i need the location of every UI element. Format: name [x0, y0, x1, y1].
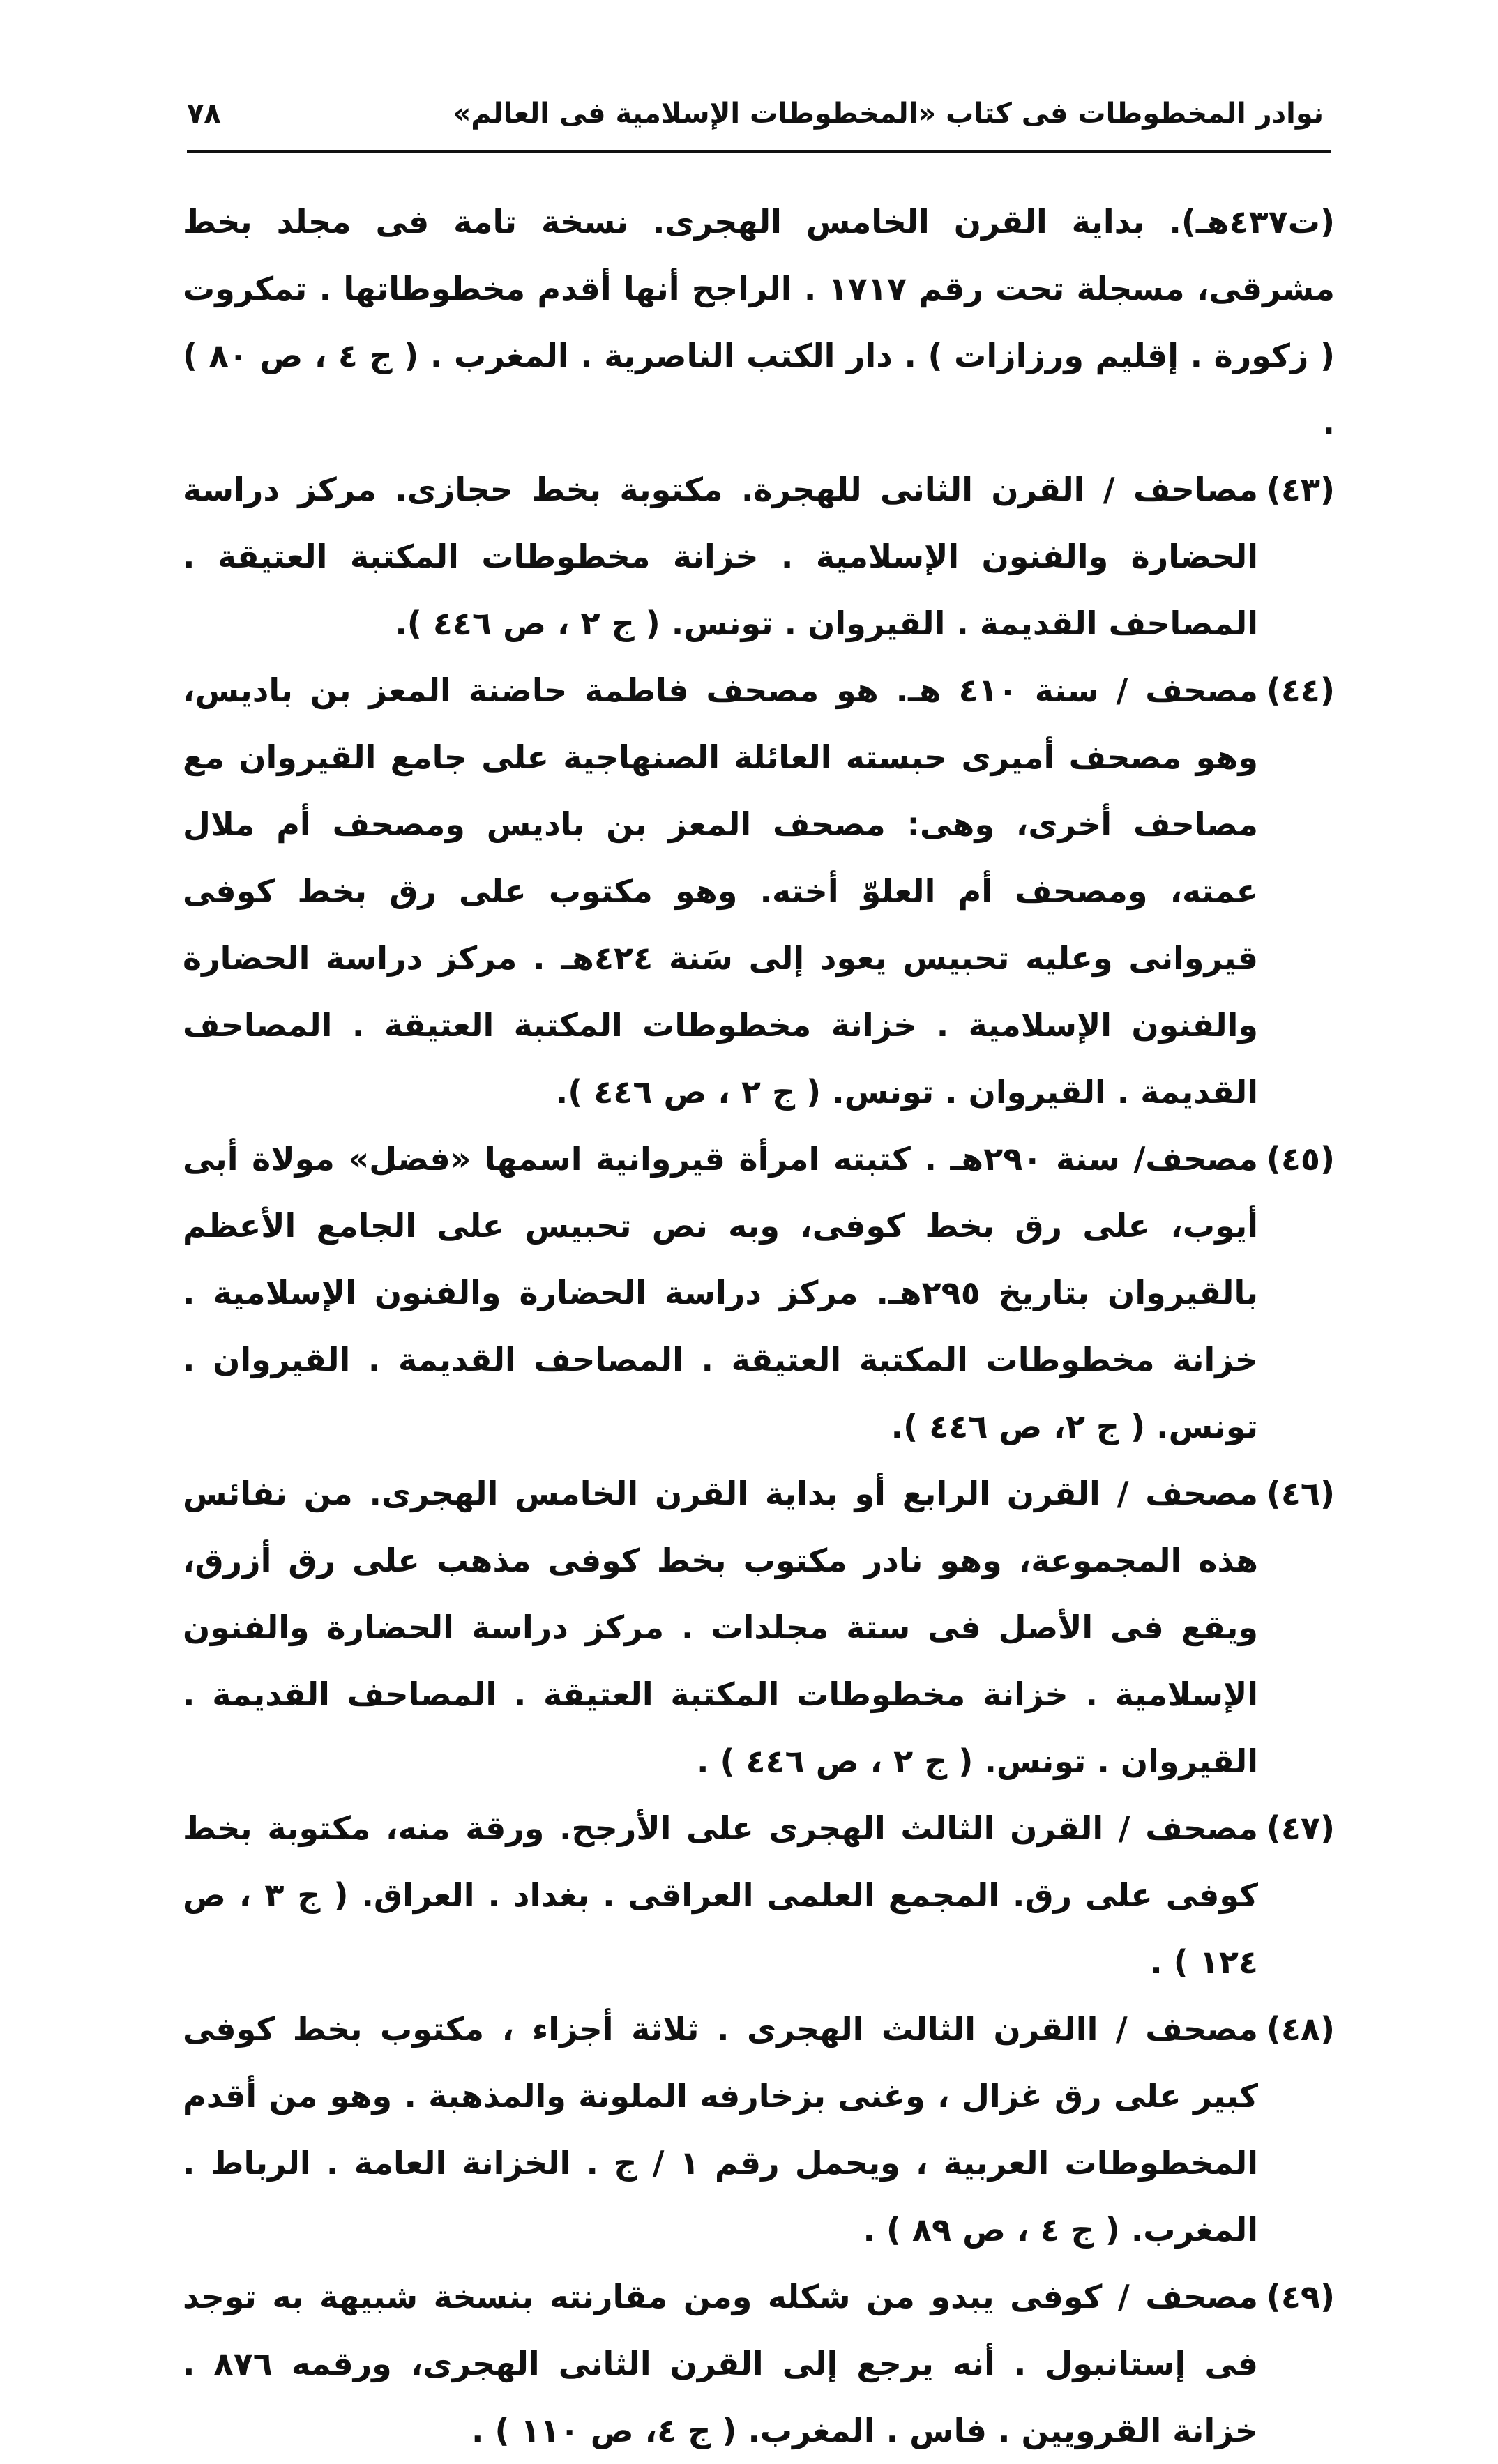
entry-48 — [183, 1995, 1335, 2263]
entry-text: مصاحف / القرن الثانى للهجرة. مكتوبة بخط حجازى. مركز دراسة الحضارة والفنون الإسلامية . خزانة مخطوطات المكتبة العتيقة . المصاحف القديمة . القيروان . تونس. ( ج ٢ ، ص ٤٤٦ ). — [183, 471, 1258, 642]
entry-46 — [183, 1460, 1335, 1795]
entry-text: مصحف / القرن الرابع أو بداية القرن الخامس الهجرى. من نفائس هذه المجموعة، وهو نادر مكتوب بخط كوفى مذهب على رق أزرق، ويقع فى الأصل فى ستة مجلدات . مركز دراسة الحضارة والفنون الإسلامية . خزانة مخطوطات المكتبة العتيقة . المصاحف القديمة . القيروان . تونس. ( ج ٢ ، ص ٤٤٦ ) . — [183, 1475, 1258, 1780]
entry-text: مصحف / سنة ٤١٠ هـ. هو مصحف فاطمة حاضنة المعز بن باديس، وهو مصحف أميرى حبسته العائلة الصنهاجية على جامع القيروان مع مصاحف أخرى، وهى: مصحف المعز بن باديس ومصحف أم ملال عمته، ومصحف أم العلوّ أخته. وهو مكتوب على رق بخط كوفى قيروانى وعليه تحبيس يعود إلى سَنة ٤٢٤هـ . مركز دراسة الحضارة والفنون الإسلامية . خزانة مخطوطات المكتبة العتيقة . المصاحف القديمة . القيروان . تونس. ( ج ٢ ، ص ٤٤٦ ). — [183, 671, 1259, 1111]
entry-number: (٤٣) — [1266, 471, 1335, 508]
entry-45 — [183, 1125, 1335, 1460]
running-title: نوادر المخطوطات فى كتاب «المخطوطات الإسلامية فى العالم» — [453, 98, 1324, 130]
entry-text: مصحف/ سنة ٢٩٠هـ . كتبته امرأة قيروانية اسمها «فضل» مولاة أبى أيوب، على رق بخط كوفى، وبه نص تحبيس على الجامع الأعظم بالقيروان بتاريخ ٢٩٥هـ. مركز دراسة الحضارة والفنون الإسلامية . خزانة مخطوطات المكتبة العتيقة . المصاحف القديمة . القيروان . تونس. ( ج ٢، ص ٤٤٦ ). — [183, 1140, 1258, 1445]
entry-number: (٤٩) — [1266, 2278, 1335, 2315]
entry-text: مصحف / القرن الثالث الهجرى على الأرجح. ورقة منه، مكتوبة بخط كوفى على رق. المجمع العلمى العراقى . بغداد . العراق. ( ج ٣ ، ص ١٢٤ ) . — [183, 1809, 1258, 1981]
header-rule — [187, 150, 1331, 153]
entry-number: (٤٧) — [1266, 1809, 1335, 1847]
entry-number: (٤٦) — [1266, 1475, 1335, 1512]
page-header — [187, 91, 1331, 146]
entry-text: مصحف / االقرن الثالث الهجرى . ثلاثة أجزاء ، مكتوب بخط كوفى كبير على رق غزال ، وغنى بزخارفه الملونة والمذهبة . وهو من أقدم المخطوطات العربية ، ويحمل رقم ١ / ج . الخزانة العامة . الرباط . المغرب. ( ج ٤ ، ص ٨٩ ) . — [183, 2010, 1258, 2249]
page-body — [183, 188, 1335, 2449]
entry-47 — [183, 1795, 1335, 1995]
entry-text: مصحف / كوفى يبدو من شكله ومن مقارنته بنسخة شبيهة به توجد فى إستانبول . أنه يرجع إلى القرن الثانى الهجرى، ورقمه ٨٧٦ . خزانة القرويين . فاس . المغرب. ( ج ٤، ص ١١٠ ) . — [183, 2278, 1259, 2449]
entry-number: (٤٨) — [1266, 2010, 1335, 2048]
intro-paragraph: (ت٤٣٧هـ). بداية القرن الخامس الهجرى. نسخة تامة فى مجلد بخط مشرقى، مسجلة تحت رقم ١٧١٧ . الراجح أنها أقدم مخطوطاتها . تمكروت ( زكورة . إقليم ورزازات ) . دار الكتب الناصرية . المغرب . ( ج ٤ ، ص ٨٠ ) . — [183, 203, 1335, 441]
entry-number: (٤٤) — [1266, 671, 1335, 709]
page-number: ٧٨ — [187, 98, 221, 130]
entry-43 — [183, 456, 1335, 657]
entry-44 — [183, 657, 1335, 1125]
entry-49 — [183, 2263, 1335, 2464]
entry-number: (٤٥) — [1266, 1140, 1335, 1178]
